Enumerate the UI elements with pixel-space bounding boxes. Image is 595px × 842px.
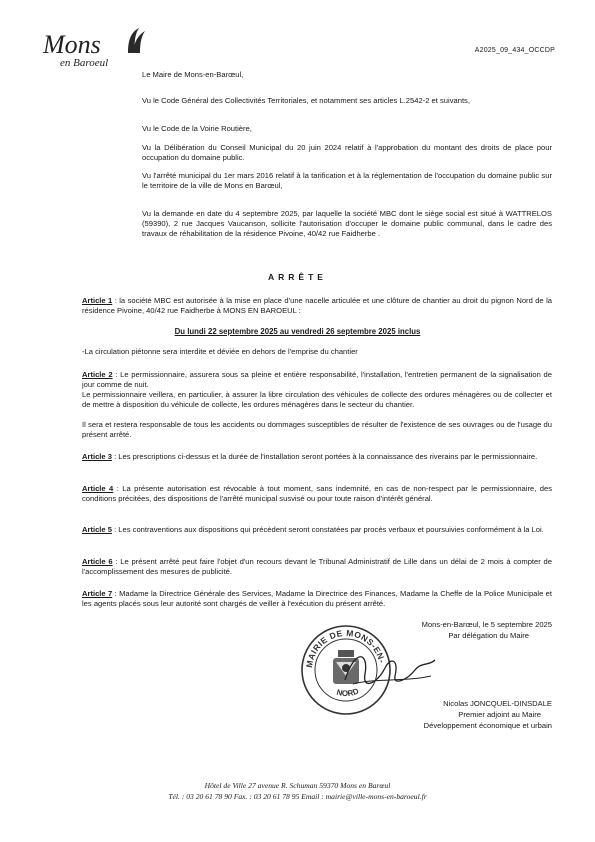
article-7	[82, 589, 552, 609]
article-7-text: : Madame la Directrice Générale des Services, Madame la Directrice des Finances, Madame la Cheffe de la Police Municipale et les agents placés sous leur autorité sont chargés de veiller à l'exécution du présent arrêté.	[82, 589, 552, 608]
article-3	[82, 452, 552, 462]
article-1-text: : la société MBC est autorisée à la mise en place d'une nacelle articulée et une clôture de chantier au droit du pignon Nord de la résidence Pivoine, 40/42 rue Faidherbe à MONS EN BAROEUL :	[82, 296, 552, 315]
place-date: Mons-en-Barœul, le 5 septembre 2025	[421, 620, 552, 629]
article-2-text: : Le permissionnaire, assurera sous sa pleine et entière responsabilité, l'installation, l'entretien permanent de la signalisation de jour comme de nuit.	[82, 370, 553, 389]
visa-demande: Vu la demande en date du 4 septembre 2025, par laquelle la société MBC dont le siège social est situé à WATTRELOS (59390), 2 rue Jacques Vaucanson, sollicite l'autorisation d'occuper le domaine public communal, dans le cadre des travaux de réhabilitation de la résidence Pivoine, 40/42 rue Faidherbe .	[142, 209, 552, 238]
document-reference: A2025_09_434_OCCDP	[474, 47, 555, 54]
article-5-label: Article 5	[82, 525, 112, 534]
logo-subtitle: en Baroeul	[60, 57, 109, 69]
handwritten-signature	[335, 640, 445, 700]
footer-address: Hôtel de Ville 27 avenue R. Schuman 59370 Mons en Barœul	[204, 781, 391, 790]
article-6-text: : Le présent arrêté peut faire l'objet d'un recours devant le Tribunal Administratif de Lille dans un délai de 2 mois à compter de l'accomplissement des mesures de publicité.	[82, 557, 552, 576]
logo-emblem-icon	[125, 26, 147, 54]
article-2	[82, 370, 552, 390]
signer-name: Nicolas JONCQUEL-DINSDALE	[443, 699, 552, 708]
footer-contact: Tél. : 03 20 61 78 90 Fax. : 03 20 61 78 95 Email : mairie@ville-mons-en-baroeul.fr	[168, 792, 427, 801]
pedestrian-notice: -La circulation piétonne sera interdite et déviée en dehors de l'emprise du chantier	[82, 347, 358, 356]
visa-voirie: Vu le Code de la Voirie Routière,	[142, 124, 252, 133]
signer-role-1: Premier adjoint au Maire	[458, 710, 541, 719]
article-2-paragraph-3: Il sera et restera responsable de tous les accidents ou dommages susceptibles de résulter de l'existence de ses ouvrages ou de l'usage du présent arrêté.	[82, 420, 552, 439]
article-4	[82, 484, 552, 504]
decision-title: ARRÊTE	[268, 272, 327, 282]
article-7-label: Article 7	[82, 589, 113, 598]
article-3-text: : Les prescriptions ci-dessus et la durée de l'installation seront portées à la connaissance des riverains par le permissionnaire.	[111, 452, 538, 461]
article-5-text: : Les contraventions aux dispositions qui précèdent seront constatées par procès verbaux et poursuivies conformément à la Loi.	[111, 525, 544, 534]
article-2-paragraph-2: Le permissionnaire veillera, en particulier, à assurer la libre circulation des véhicules de collecte des ordures ménagères ou de collecter et de mettre à disposition du véhicule de collecte, les ordures ménagères dans le secteur du chantier.	[82, 390, 552, 409]
logo-wordmark: Mons	[43, 30, 101, 59]
article-2-label: Article 2	[82, 370, 113, 379]
stamp-top-text: MAIRIE DE MONS-EN-	[303, 627, 388, 669]
delegation-line: Par délégation du Maire	[448, 631, 529, 640]
visa-arrete-2016: Vu l'arrêté municipal du 1er mars 2016 relatif à la tarification et à la réglementation de l'occupation du domaine public sur le territoire de la ville de Mons en Barœul,	[142, 171, 552, 190]
article-5	[82, 525, 552, 535]
article-6-label: Article 6	[82, 557, 113, 566]
article-1-label: Article 1	[82, 296, 113, 305]
dates-period: Du lundi 22 septembre 2025 au vendredi 26 septembre 2025 inclus	[174, 327, 421, 336]
mayor-line: Le Maire de Mons-en-Barœul,	[142, 70, 244, 79]
visa-cgct: Vu le Code Général des Collectivités Territoriales, et notamment ses articles L.2542-2 et suivants,	[142, 96, 470, 105]
article-4-label: Article 4	[82, 484, 114, 493]
city-logo	[43, 26, 153, 74]
visa-deliberation: Vu la Délibération du Conseil Municipal du 20 juin 2024 relatif à l'approbation du montant des droits de place pour occupation du domaine public.	[142, 143, 552, 162]
signer-role-2: Développement économique et urbain	[423, 721, 552, 730]
article-1	[82, 296, 552, 316]
stamp-bottom-text: NORD	[335, 686, 360, 699]
article-3-label: Article 3	[82, 452, 112, 461]
article-6	[82, 557, 552, 577]
article-4-text: : La présente autorisation est révocable à tout moment, sans indemnité, en cas de non-respect par le permissionnaire, des conditions précitées, des dispositions de l'arrêté municipal susvisé ou pour toute raison d'intérêt général.	[82, 484, 553, 503]
